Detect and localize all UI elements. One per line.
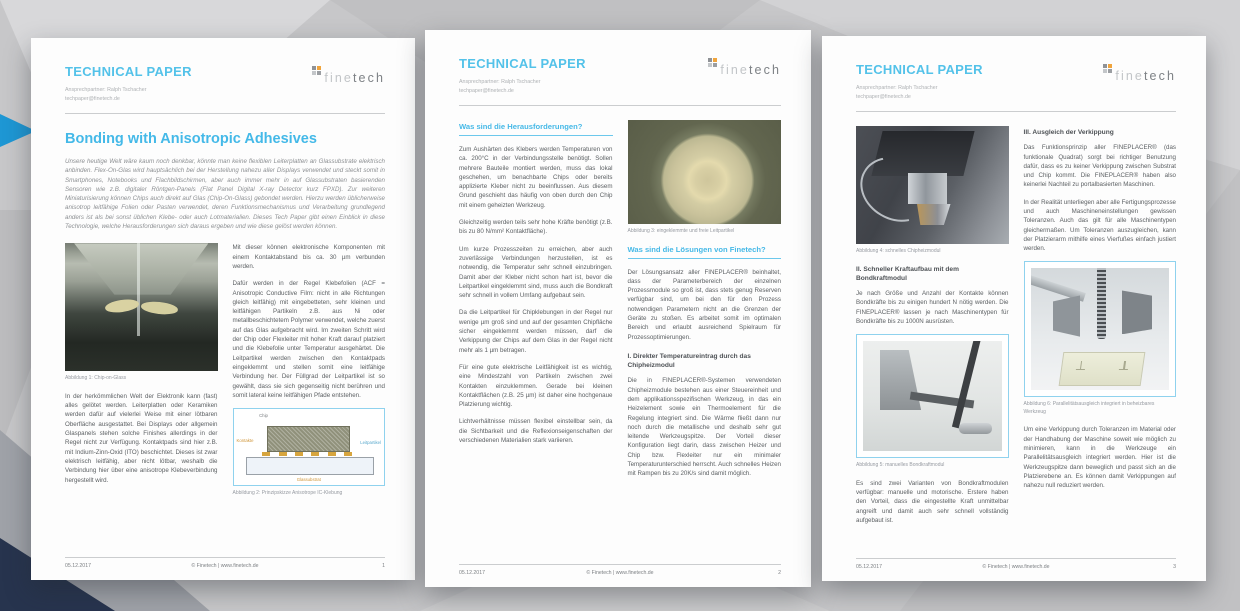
photo-fragment [1097,268,1106,339]
schematic-contact-pads [262,452,352,456]
contact-email: techpaper@finetech.de [856,94,911,100]
finetech-logo-text: finetech [1115,69,1176,83]
figure-6-image [1031,268,1170,390]
photo-fragment [880,350,922,411]
document-type-title: TECHNICAL PAPER [65,64,192,79]
contact-email: techpaper@finetech.de [65,96,120,102]
finetech-logo-icon [708,58,717,67]
figure-4-caption: Abbildung 4: schnelles Chipheizmodul [856,248,941,254]
schematic-label-substrate: Glassubstrat [296,476,321,482]
document-type-title: TECHNICAL PAPER [459,56,586,71]
footer-date: 05.12.2017 [65,563,91,569]
finetech-logo-icon [1103,64,1112,73]
schematic-pad [295,452,303,456]
header-left [856,62,983,102]
section-heading-solutions: Was sind die Lösungen von Finetech? [628,245,782,259]
photo-fragment [952,341,983,428]
page-number: 2 [778,570,781,576]
contact-name: Ansprechpartner: Ralph Tschacher [459,79,541,85]
body-paragraph: In der herkömmlichen Welt der Elektronik kann (fast) alles gelötet werden. Leiterplatten oder Keramiken werden dafür auf vielerlei Weise mit einer lötbaren Oberfläche ausgestattet. Bei Displays oder allgemein Glaspanels stehen solche Finishes allerdings in der Regel nicht zur Verfügung. Kontaktpads sind hier z.B. mit Indium-Zinn-Oxid (ITO) beschichtet. Dieses ist zwar elektrisch leitfähig, aber nicht lötbar, weshalb die Verbindung hier über eine anisotrope Klebeverbindung hergestellt wird. [65,392,218,484]
contact-name: Ansprechpartner: Ralph Tschacher [856,85,938,91]
photo-fragment [74,243,208,294]
header-divider [65,113,385,114]
header-divider [459,105,781,106]
contact-block [856,84,983,102]
logo-square [1108,69,1112,73]
figure-2-caption: Abbildung 2: Prinzipskizze Anisotrope IC-Klebung [232,490,343,497]
contact-name: Ansprechpartner: Ralph Tschacher [65,87,147,93]
figure-2-schematic [233,408,386,486]
finetech-logo [708,58,781,77]
subsection-heading-1: I. Direkter Temperatureintrag durch das Chipheizmodul [627,352,751,370]
schematic-pad [311,452,319,456]
logo-square [1103,69,1107,73]
photo-fragment [1053,295,1081,336]
page-header [65,64,385,104]
body-paragraph: Das Funktionsprinzip aller FINEPLACER® (das funktionale Quadrat) sorgt bei richtiger Benutzung dafür, dass es zu keiner Verkippung zwischen Substrat und Chip kommt. Die FINEPLACER® haben also keinerlei Nachteil zu portalbasierten Maschinen. [1023,144,1176,189]
body-paragraph: Um eine Verkippung durch Toleranzen im Material oder der Handhabung der Maschine soweit wie möglich zu minimieren, kann in die Werkzeuge ein Parallelitätsausgleich integriert werden. Hier ist die Werkzeugspitze dann beweglich und passt sich an die Platzierebene an. Es können damit Verkippungen auf nahezu null reduziert werden. [1023,426,1176,490]
logo-square [312,71,316,75]
body-paragraph: Mit dieser können elektronische Komponenten mit einem Kontaktabstand bis ca. 30 µm verbunden werden. [232,244,385,270]
page-header [459,56,781,96]
figure-6-frame [1024,261,1177,397]
paper-page-3 [822,36,1206,581]
body-paragraph: Zum Aushärten des Klebers werden Temperaturen von ca. 200°C in der Verbindungsstelle benötigt. Sollen mehrere Bauteile montiert werden, muss das lokal geschehen, um benachbarte Chips oder bereits applizierte Kleber nicht zu beeinflussen. Aus diesem Grund geschieht das häufig von oben durch den Chip mit einem geheizten Werkzeug. [459,146,613,209]
figure-5-caption: Abbildung 5: manuelles Bondkraftmodul [856,462,945,469]
finetech-logo-text: finetech [720,63,781,77]
schematic-pad [262,452,270,456]
finetech-logo-icon [312,66,321,75]
figure-3-image [628,120,782,224]
body-paragraph: Um kurze Prozesszeiten zu erreichen, aber auch zuverlässige Verbindungen herzustellen, ist es notwendig, die Temperatur sehr schnell einzubringen. Damit aber der Kleber nicht schon hart ist, bevor die Leitpartikel eingeklemmt sind, muss auch die Bondkraft sehr schnell in vollem Umfang aufgebaut sein. [459,245,613,300]
contact-block [459,78,586,96]
logo-square [708,58,712,62]
logo-square-orange [317,66,321,70]
photo-fragment [917,204,951,225]
photo-fragment [959,423,992,434]
subsection-heading-2: II. Schneller Kraftaufbau mit dem Bondkraftmodul [856,265,959,282]
schematic-label-contacts: Kontakte [236,438,254,444]
finetech-logo [312,66,385,85]
schematic-pad [328,452,336,456]
photo-fragment [1059,352,1146,386]
page-2-content [425,30,811,587]
page-3-content [822,36,1206,581]
figure-5-image [863,341,1002,451]
contact-block [65,86,192,104]
body-paragraph: In der Realität unterliegen aber alle Fertigungsprozesse und auch Maschineneinstellungen gewissen Toleranzen. Auch das gilt für alle Maschinentypen gleichermaßen. Um Toleranzen auszugleichen, kann der Platzierarm mithilfe eines Vierfußes einfach justiert werden. [1023,198,1176,253]
contact-email: techpaper@finetech.de [459,88,514,94]
body-paragraph: Dafür werden in der Regel Klebefolien (ACF = Anisotropic Conductive Film: nicht in alle Richtungen gleich leitfähig) mit eingebetteten, sehr kleinen und leitfähigen Partikeln z.B. aus Ni oder metallbeschichtetem Polymer verwendet, welche zuerst auf das Glas aufgebracht wird. Im zweiten Schritt wird der Chip oder Flexleiter mit hoher Kraft darauf platziert und die Klebefolie unter Temperatur ausgehärtet. Die Leitpartikel werden zwischen den Kontaktpads eingeklemmt und stellen somit eine leitfähige Verbindung her. Der Füllgrad der Leitpartikel ist so gewählt, dass sie sich gegenseitig nicht berühren und somit lateral keine leitfähigen Pfade entstehen. [232,280,385,399]
logo-square [708,63,712,67]
footer-date: 05.12.2017 [459,570,485,576]
page-footer [459,564,781,576]
paper-title: Bonding with Anisotropic Adhesives [65,131,317,147]
footer-copyright: © Finetech | www.finetech.de [586,570,654,576]
figure-6-caption: Abbildung 6: Parallelitätsausgleich integriert in beheizbares Werkzeug [1023,401,1155,415]
page-number: 3 [1173,564,1176,570]
schematic-pad [279,452,287,456]
schematic-label-chip: Chip [259,413,268,419]
body-paragraph: Lichtverhältnisse müssen flexibel einstellbar sein, da die Sichtbarkeit und die Reflexionseigenschaften der verschiedenen Materialien stark variieren. [459,418,613,445]
logo-square-orange [1108,64,1112,68]
photo-fragment [908,173,948,204]
finetech-logo-text: finetech [324,71,385,85]
finetech-logo [1103,64,1176,83]
left-column [65,243,218,506]
figure-3-caption: Abbildung 3: eingeklemmte und freie Leitpartikel [627,228,735,234]
two-column-layout [459,120,781,487]
right-column [1024,126,1177,533]
footer-copyright: © Finetech | www.finetech.de [191,563,259,569]
figure-1-caption: Abbildung 1: Chip-on-Glass [65,375,127,382]
logo-square [1103,64,1107,68]
header-divider [856,111,1176,112]
intro-paragraph: Unsere heutige Welt wäre kaum noch denkbar, könnte man keine flexiblen Leiterplatten an Glassubstrate elektrisch anbinden. Flex-On-Glas wird hauptsächlich bei der Herstellung nahezu aller Displays verwendet und steckt somit in Smartphones, Notebooks und Flachbildschirmen, aber auch immer mehr in auf Glassubstraten basierenden Sensoren wie z.B. digitaler Röntgen-Panels (Flat Panel Digital X-ray Detector kurz FPXD). Zur weiteren Miniaturisierung können Chips auch direkt auf Glas (Chip-On-Glass) gebondet werden. Hierzu werden üblicherweise anisotrop leitfähige Folien oder Pasten verwendet, deren Funktionsmechanismus und Verarbeitung grundlegend anders ist als bei sonst üblichen Klebe- oder auch Lotmaterialien. Dieses Tech Paper gibt einen Einblick in diese Technologie, welche Herausforderungen sich daraus ergeben und wie diese gelöst werden können. [65,158,385,231]
page-header [856,62,1176,102]
logo-square-orange [713,58,717,62]
body-paragraph: Je nach Größe und Anzahl der Kontakte können Bondkräfte bis zu einigen hundert N nötig werden. Die FINEPLACER® lassen je nach Maschinentypen für Bondkräfte bis zu 1000N ausrüsten. [856,289,1009,325]
photo-fragment [137,243,140,335]
photo-fragment [104,297,139,313]
figure-1-image [65,243,218,371]
right-column [233,243,386,506]
schematic-substrate [246,457,374,475]
logo-square [312,66,316,70]
document-type-title: TECHNICAL PAPER [856,62,983,77]
figure-5-frame [856,334,1009,458]
page-footer [65,557,385,569]
paper-page-2 [425,30,811,587]
two-column-layout [65,243,385,506]
body-paragraph: Da die Leitpartikel für Chipklebungen in der Regel nur wenige µm groß sind und auf der gesamten Chipfläche sicher eingeklemmt werden müssen, darf die Verkippung der Chips auf dem Glas in der Regel nicht mehr als 1 µm betragen. [459,309,613,354]
header-left [65,64,192,104]
figure-4-image [856,126,1009,244]
schematic-chip [267,426,350,452]
logo-square [713,63,717,67]
photo-fragment [141,300,179,315]
left-column [856,126,1009,533]
body-paragraph: Der Lösungsansatz aller FINEPLACER® beinhaltet, dass der Parameterbereich der einzelnen Prozessmodule so groß ist, dass stets genug Reserven verfügbar sind, um bei den für den Prozess notwendigen Parametern nicht an die Grenzen der Geräte zu stoßen. Es arbeitet somit im optimalen Bereich und erlaubt ausreichend Spielraum für Prozessoptimierungen. [627,268,781,341]
subsection-heading-3: III. Ausgleich der Verkippung [1023,129,1114,136]
body-paragraph: Gleichzeitig werden teils sehr hohe Kräfte benötigt (z.B. bis zu 80 N/mm² Kontaktfläche). [459,219,613,236]
page-number: 1 [382,563,385,569]
schematic-label-particles: Leitpartikel [360,440,381,446]
photo-fragment [1122,290,1152,334]
body-paragraph: Es sind zwei Varianten von Bondkraftmodulen verfügbar: manuelle und motorische. Erstere haben den Vorteil, dass die eingestellte Kraft unmittelbar angreift und damit auch sehr schnell vollständig aufgebaut ist. [856,479,1009,524]
body-paragraph: Die in FINEPLACER®-Systemen verwendeten Chipheizmodule bestehen aus einer Steuereinheit und dem applikationsspezifischen Werkzeug, in das ein Heizelement sowie ein Thermoelement für die Regelung integriert sind. Die Wärme fließt dann nur noch durch die metallische und deshalb sehr gut leitende Werkzeugspitze. Der Vorteil dieser Konfiguration liegt darin, dass zwischen Heizer und Chip bzw. Flexleiter nur ein minimaler Temperaturunterschied herrscht. Auch schnelles Heizen mit Rampen bis zu 20K/s sind damit möglich. [627,377,781,478]
two-column-layout [856,126,1176,533]
section-heading-challenges: Was sind die Herausforderungen? [459,122,613,136]
header-left [459,56,586,96]
footer-copyright: © Finetech | www.finetech.de [982,564,1050,570]
left-column [459,120,613,487]
page-footer [856,558,1176,570]
footer-date: 05.12.2017 [856,564,882,570]
body-paragraph: Für eine gute elektrische Leitfähigkeit ist es wichtig, eine Mindestzahl von Partikeln zwischen zwei Kontakten einzuklemmen. Gerade bei kleinen Kontaktflächen (z.B. 25 µm) ist daher eine hochgenaue Platzierung wichtig. [459,363,613,409]
paper-page-1 [31,38,415,580]
logo-square [317,71,321,75]
page-1-content [31,38,415,580]
schematic-pad [344,452,352,456]
right-column [628,120,782,487]
